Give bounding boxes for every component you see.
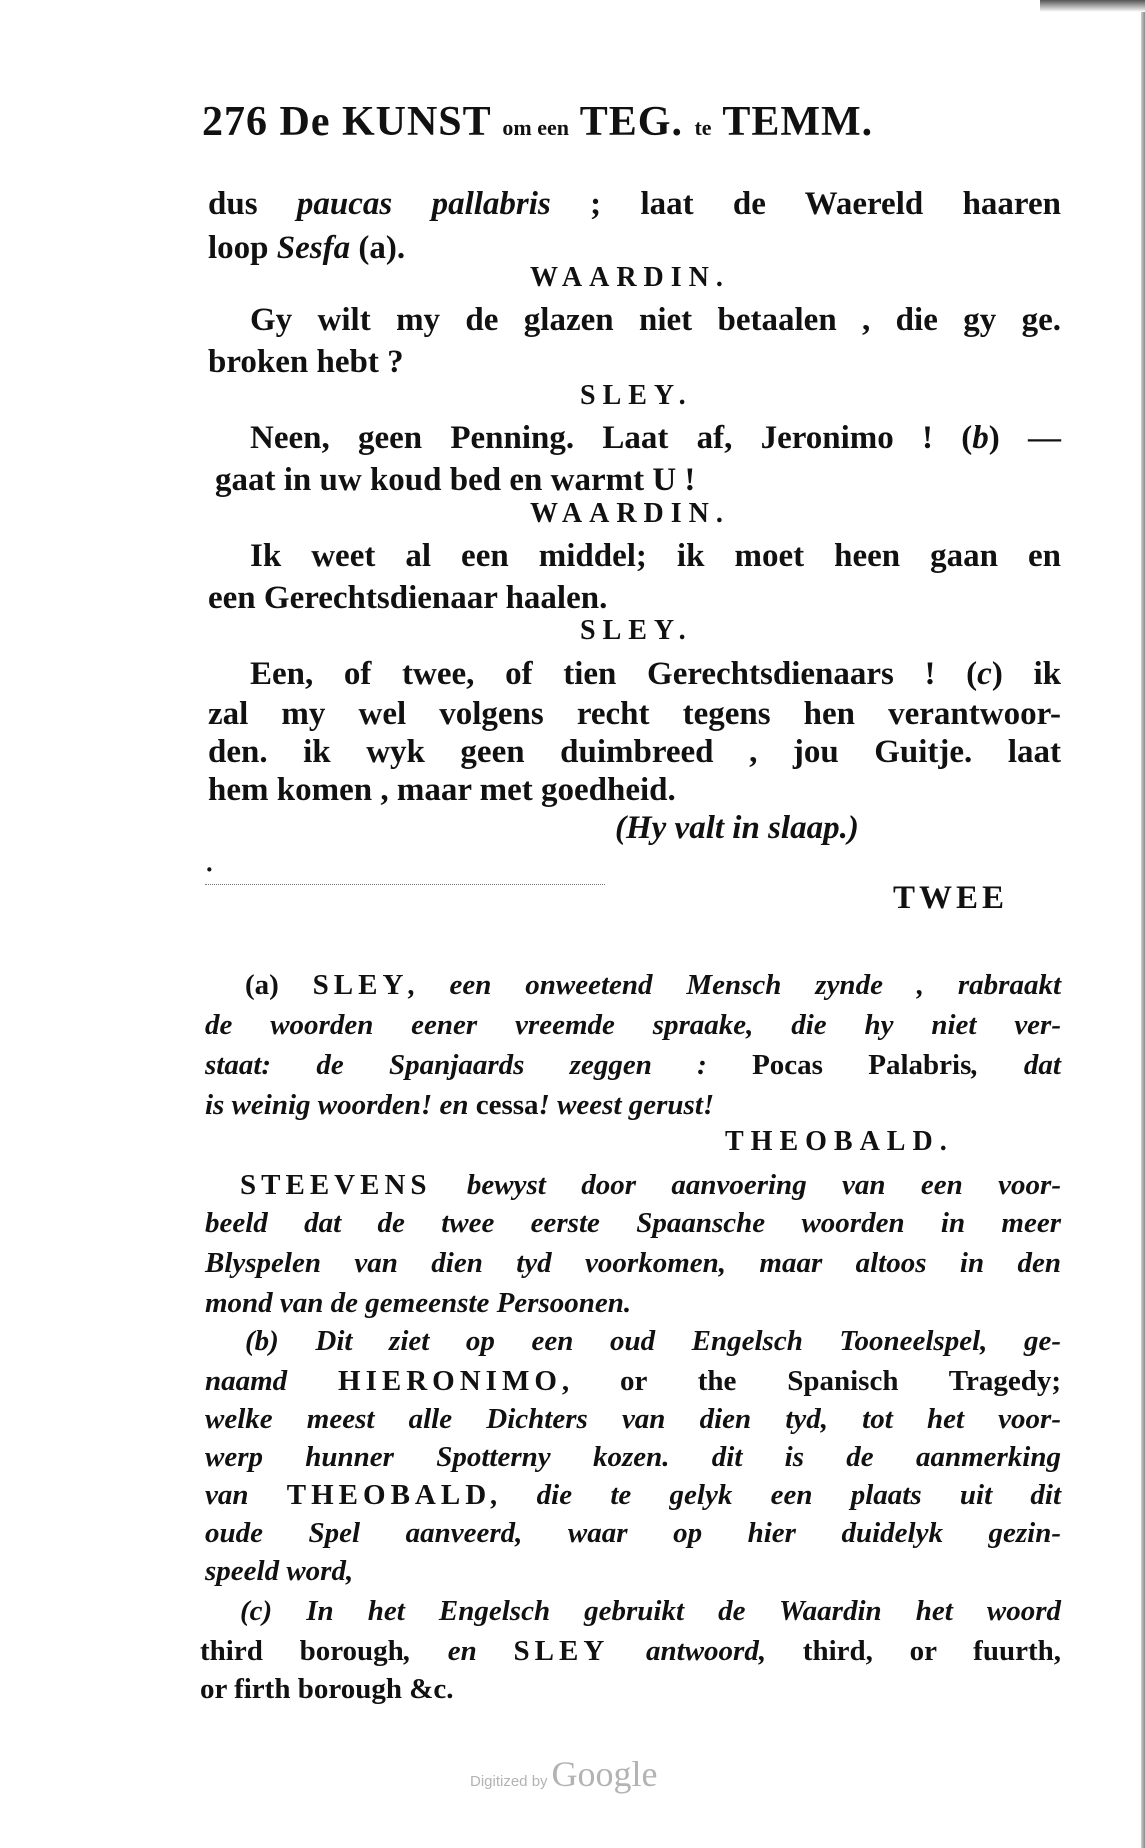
page-corner-shadow xyxy=(1040,0,1145,12)
page-edge xyxy=(1141,0,1145,1848)
text-line: hem komen , maar met goedheid. xyxy=(208,772,676,808)
footnote-line: beeld dat de twee eerste Spaansche woorden in meer xyxy=(205,1207,1061,1239)
footnote-line: welke meest alle Dichters van dien tyd, tot het voor- xyxy=(205,1403,1061,1435)
stage-direction: (Hy valt in slaap.) xyxy=(615,810,859,846)
footnote-line: or firth borough &c. xyxy=(200,1673,454,1705)
speaker-name: SLEY. xyxy=(580,380,693,411)
text-line: een Gerechtsdienaar haalen. xyxy=(208,580,608,616)
speaker-name: WAARDIN. xyxy=(530,262,730,293)
speaker-name: SLEY. xyxy=(580,615,693,646)
footnote-line: STEEVENS bewyst door aanvoering van een voor- xyxy=(240,1169,1061,1201)
printer-mark: · xyxy=(205,855,214,884)
text-line: zal my wel volgens recht tegens hen verantwoor- xyxy=(208,696,1061,732)
running-title-4: te xyxy=(694,115,712,140)
footnote-line: Blyspelen van dien tyd voorkomen, maar altoos in den xyxy=(205,1247,1061,1279)
footnote-line: mond van de gemeenste Persoonen. xyxy=(205,1287,632,1319)
catchword: TWEE xyxy=(893,880,1009,916)
running-title-1: De KUNST xyxy=(279,99,491,145)
text-line: Neen, geen Penning. Laat af, Jeronimo ! (b) — xyxy=(250,420,1061,456)
digitized-watermark xyxy=(470,1753,710,1801)
running-title-3: TEG. xyxy=(579,99,683,145)
page-number: 276 xyxy=(202,99,268,145)
footnote-line: is weinig woorden! en cessa! weest gerust! xyxy=(205,1089,715,1121)
text-line: den. ik wyk geen duimbreed , jou Guitje. laat xyxy=(208,734,1061,770)
text-line: gaat in uw koud bed en warmt U ! xyxy=(215,462,696,498)
footnote-line: de woorden eener vreemde spraake, die hy niet ver- xyxy=(205,1009,1061,1041)
speaker-name: WAARDIN. xyxy=(530,498,730,529)
watermark-logo-text: Google xyxy=(551,1754,658,1794)
footnote-line: van THEOBALD, die te gelyk een plaats uit dit xyxy=(205,1479,1061,1511)
footnote-line: werp hunner Spotterny kozen. dit is de aanmerking xyxy=(205,1441,1061,1473)
text-line: Een, of twee, of tien Gerechtsdienaars ! (c) ik xyxy=(250,656,1061,692)
text-line: loop Sesfa (a). xyxy=(208,230,406,266)
footnote-line: oude Spel aanveerd, waar op hier duidelyk gezin- xyxy=(205,1517,1061,1549)
footnote-line: (c) In het Engelsch gebruikt de Waardin het woord xyxy=(240,1595,1061,1627)
footnote-line: naamd HIERONIMO, or the Spanisch Tragedy; xyxy=(205,1365,1061,1397)
running-title-5: TEMM. xyxy=(722,99,874,145)
text-line: broken hebt ? xyxy=(208,344,404,380)
text-line: dus paucas pallabris ; laat de Waereld haaren xyxy=(208,186,1061,222)
running-title-2: om een xyxy=(502,115,570,140)
footnote-line: (b) Dit ziet op een oud Engelsch Tooneelspel, ge- xyxy=(245,1325,1061,1357)
footnote-source: THEOBALD. xyxy=(725,1126,954,1157)
footnote-line: (a) SLEY, een onweetend Mensch zynde , rabraakt xyxy=(245,969,1061,1001)
running-head xyxy=(202,98,1022,148)
footnote-line: speeld word, xyxy=(205,1555,354,1587)
footnote-line: staat: de Spanjaards zeggen : Pocas Palabris, dat xyxy=(205,1049,1061,1081)
text-line: Gy wilt my de glazen niet betaalen , die gy ge. xyxy=(250,302,1061,338)
dotted-rule xyxy=(205,884,605,885)
footnote-line: third borough, en SLEY antwoord, third, or fuurth, xyxy=(200,1635,1062,1667)
text-line: Ik weet al een middel; ik moet heen gaan en xyxy=(250,538,1061,574)
watermark-small-text: Digitized by xyxy=(470,1773,548,1790)
